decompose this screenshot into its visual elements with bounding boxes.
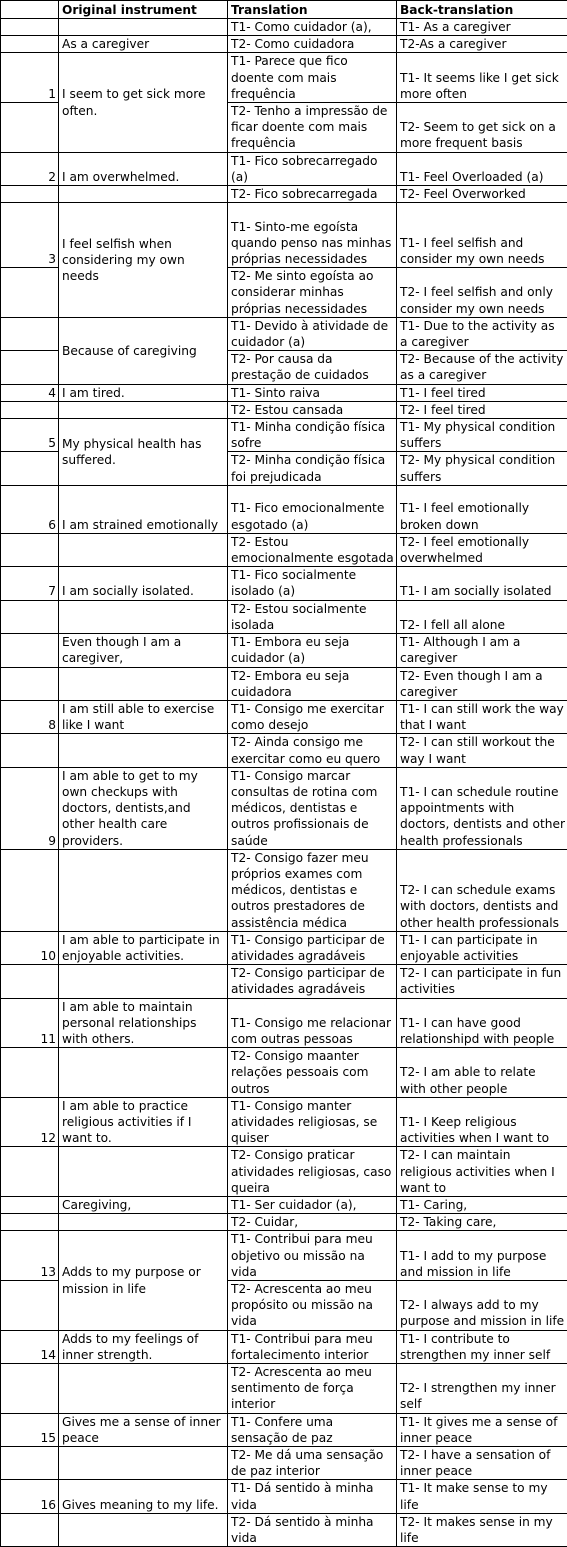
- translation-cell: T2- Cuidar,: [228, 1214, 397, 1231]
- item-number: 9: [1, 767, 59, 849]
- item-number: 14: [1, 1330, 59, 1363]
- item-number: [1, 600, 59, 633]
- back-translation-cell: T1- I feel emotionally broken down: [397, 485, 567, 533]
- header-original-instrument: Original instrument: [59, 1, 228, 19]
- table-row: [1, 1513, 567, 1546]
- item-number: 10: [1, 931, 59, 964]
- table-row: [1, 700, 567, 733]
- back-translation-cell: T2- I have a sensation of inner peace: [397, 1447, 567, 1480]
- original-instrument-cell: [59, 1214, 228, 1231]
- item-number: [1, 634, 59, 667]
- table-row: [1, 567, 567, 600]
- original-instrument-cell: I am able to get to my own checkups with doctors, dentists,and other health care providers.: [59, 767, 228, 849]
- table-row: [1, 1447, 567, 1480]
- item-number: [1, 1214, 59, 1231]
- translation-cell: T2- Acrescenta ao meu propósito ou missão na vida: [228, 1281, 397, 1331]
- table-row: [1, 1197, 567, 1214]
- translation-cell: T2- Acrescenta ao meu sentimento de força interior: [228, 1364, 397, 1414]
- original-instrument-cell: Adds to my purpose or mission in life: [59, 1231, 228, 1330]
- item-number: [1, 19, 59, 36]
- back-translation-cell: T2- I strengthen my inner self: [397, 1364, 567, 1414]
- back-translation-cell: T2- Because of the activity as a caregiver: [397, 351, 567, 384]
- table-row: [1, 1147, 567, 1197]
- table-row: [1, 53, 567, 103]
- back-translation-cell: T2- I always add to my purpose and mission in life: [397, 1281, 567, 1331]
- back-translation-cell: T2-As a caregiver: [397, 36, 567, 53]
- item-number: [1, 533, 59, 566]
- table-row: [1, 1413, 567, 1446]
- table-row: [1, 734, 567, 767]
- back-translation-cell: T2- I can participate in fun activities: [397, 965, 567, 998]
- back-translation-cell: T2- I can still workout the way I want: [397, 734, 567, 767]
- translation-cell: T2- Tenho a impressão de ficar doente com mais frequência: [228, 103, 397, 153]
- item-number: [1, 1281, 59, 1331]
- table-row: [1, 186, 567, 203]
- translation-cell: T2- Me dá uma sensação de paz interior: [228, 1447, 397, 1480]
- table-row: [1, 203, 567, 268]
- item-number: 16: [1, 1480, 59, 1513]
- table-row: [1, 384, 567, 401]
- item-number: [1, 1513, 59, 1546]
- original-instrument-cell: Even though I am a caregiver,: [59, 634, 228, 667]
- header-translation: Translation: [228, 1, 397, 19]
- translation-cell: T1- Contribui para meu fortalecimento interior: [228, 1330, 397, 1363]
- back-translation-cell: T2- I feel tired: [397, 401, 567, 418]
- item-number: 5: [1, 419, 59, 452]
- translation-cell: T1- Minha condição física sofre: [228, 419, 397, 452]
- back-translation-cell: T2- Even though I am a caregiver: [397, 667, 567, 700]
- table-row: [1, 767, 567, 849]
- header-row: [1, 1, 567, 19]
- translation-cell: T1- Fico socialmente isolado (a): [228, 567, 397, 600]
- table-row: [1, 965, 567, 998]
- item-number: 6: [1, 485, 59, 533]
- item-number: [1, 1447, 59, 1480]
- back-translation-cell: T2- I feel selfish and only consider my own needs: [397, 268, 567, 318]
- original-instrument-cell: I am able to maintain personal relationships with others.: [59, 998, 228, 1048]
- item-number: 2: [1, 152, 59, 185]
- item-number: 1: [1, 53, 59, 103]
- table-row: [1, 849, 567, 931]
- original-instrument-cell: I am able to practice religious activities if I want to.: [59, 1097, 228, 1147]
- original-instrument-cell: I seem to get sick more often.: [59, 53, 228, 152]
- translation-cell: T2- Estou emocionalmente esgotada: [228, 533, 397, 566]
- translation-cell: T1- Confere uma sensação de paz: [228, 1413, 397, 1446]
- item-number: 15: [1, 1413, 59, 1446]
- translation-cell: T1- Fico emocionalmente esgotado (a): [228, 485, 397, 533]
- back-translation-cell: T2- I can maintain religious activities when I want to: [397, 1147, 567, 1197]
- back-translation-cell: T1- Due to the activity as a caregiver: [397, 317, 567, 350]
- original-instrument-cell: [59, 19, 228, 36]
- back-translation-cell: T1- Caring,: [397, 1197, 567, 1214]
- original-instrument-cell: I am overwhelmed.: [59, 152, 228, 185]
- table-row: [1, 1231, 567, 1281]
- translation-cell: T2- Me sinto egoísta ao considerar minhas próprias necessidades: [228, 268, 397, 318]
- item-number: 12: [1, 1097, 59, 1147]
- item-number: [1, 186, 59, 203]
- back-translation-cell: T1- I feel selfish and consider my own needs: [397, 203, 567, 268]
- table-row: [1, 1330, 567, 1363]
- translation-cell: T1- Parece que fico doente com mais frequência: [228, 53, 397, 103]
- original-instrument-cell: I am still able to exercise like I want: [59, 700, 228, 733]
- translation-cell: T2- Dá sentido à minha vida: [228, 1513, 397, 1546]
- item-number: [1, 452, 59, 485]
- original-instrument-cell: [59, 1147, 228, 1197]
- original-instrument-cell: Adds to my feelings of inner strength.: [59, 1330, 228, 1363]
- back-translation-cell: T1- I add to my purpose and mission in life: [397, 1231, 567, 1281]
- translation-cell: T2- Consigo maanter relações pessoais com outros: [228, 1048, 397, 1098]
- original-instrument-cell: As a caregiver: [59, 36, 228, 53]
- original-instrument-cell: [59, 600, 228, 633]
- translation-cell: T1- Contribui para meu objetivo ou missão na vida: [228, 1231, 397, 1281]
- table-row: [1, 1214, 567, 1231]
- original-instrument-cell: My physical health has suffered.: [59, 419, 228, 486]
- table-row: [1, 931, 567, 964]
- item-number: [1, 1364, 59, 1414]
- original-instrument-cell: [59, 734, 228, 767]
- item-number: [1, 1197, 59, 1214]
- back-translation-cell: T1- Feel Overloaded (a): [397, 152, 567, 185]
- back-translation-cell: T2- I can schedule exams with doctors, dentists and other health professionals: [397, 849, 567, 931]
- back-translation-cell: T1- I am socially isolated: [397, 567, 567, 600]
- back-translation-cell: T1- I can have good relationshipd with people: [397, 998, 567, 1048]
- translation-cell: T1- Consigo me exercitar como desejo: [228, 700, 397, 733]
- table-row: [1, 419, 567, 452]
- back-translation-cell: T1- It seems like I get sick more often: [397, 53, 567, 103]
- table-row: [1, 667, 567, 700]
- item-number: [1, 103, 59, 153]
- translation-cell: T2- Ainda consigo me exercitar como eu quero: [228, 734, 397, 767]
- translation-cell: T2- Estou socialmente isolada: [228, 600, 397, 633]
- translation-cell: T2- Consigo praticar atividades religiosas, caso queira: [228, 1147, 397, 1197]
- original-instrument-cell: [59, 1513, 228, 1546]
- table-row: [1, 485, 567, 533]
- back-translation-cell: T2- Taking care,: [397, 1214, 567, 1231]
- translation-cell: T1- Fico sobrecarregado (a): [228, 152, 397, 185]
- original-instrument-cell: I feel selfish when considering my own needs: [59, 203, 228, 318]
- original-instrument-cell: [59, 186, 228, 203]
- item-number: [1, 849, 59, 931]
- original-instrument-cell: I am able to participate in enjoyable activities.: [59, 931, 228, 964]
- table-row: [1, 634, 567, 667]
- translation-cell: T2- Como cuidadora: [228, 36, 397, 53]
- original-instrument-cell: [59, 849, 228, 931]
- item-number: 7: [1, 567, 59, 600]
- original-instrument-cell: [59, 667, 228, 700]
- item-number: [1, 317, 59, 350]
- original-instrument-cell: [59, 1364, 228, 1414]
- item-number: [1, 401, 59, 418]
- item-number: [1, 734, 59, 767]
- back-translation-cell: T2- It makes sense in my life: [397, 1513, 567, 1546]
- item-number: 4: [1, 384, 59, 401]
- translation-cell: T2- Minha condição física foi prejudicada: [228, 452, 397, 485]
- back-translation-cell: T1- I can schedule routine appointments with doctors, dentists and other health professionals: [397, 767, 567, 849]
- translation-cell: T2- Estou cansada: [228, 401, 397, 418]
- back-translation-cell: T1- I contribute to strengthen my inner self: [397, 1330, 567, 1363]
- table-row: [1, 401, 567, 418]
- original-instrument-cell: I am socially isolated.: [59, 567, 228, 600]
- table-row: [1, 152, 567, 185]
- table-row: [1, 317, 567, 350]
- translation-cell: T1- Embora eu seja cuidador (a): [228, 634, 397, 667]
- back-translation-cell: T1- Although I am a caregiver: [397, 634, 567, 667]
- item-number: [1, 667, 59, 700]
- back-translation-cell: T1- It make sense to my life: [397, 1480, 567, 1513]
- original-instrument-cell: Gives meaning to my life.: [59, 1480, 228, 1513]
- translation-cell: T2- Embora eu seja cuidadora: [228, 667, 397, 700]
- translation-cell: T2- Consigo participar de atividades agradáveis: [228, 965, 397, 998]
- header-back-translation: Back-translation: [397, 1, 567, 19]
- item-number: 11: [1, 998, 59, 1048]
- translation-cell: T1- Devido à atividade de cuidador (a): [228, 317, 397, 350]
- original-instrument-cell: [59, 401, 228, 418]
- translation-cell: T1- Sinto-me egoísta quando penso nas minhas próprias necessidades: [228, 203, 397, 268]
- table-row: [1, 998, 567, 1048]
- translation-cell: T1- Consigo me relacionar com outras pessoas: [228, 998, 397, 1048]
- translation-cell: T1- Como cuidador (a),: [228, 19, 397, 36]
- original-instrument-cell: Gives me a sense of inner peace: [59, 1413, 228, 1446]
- translation-cell: T1- Ser cuidador (a),: [228, 1197, 397, 1214]
- translation-cell: T2- Por causa da prestação de cuidados: [228, 351, 397, 384]
- back-translation-cell: T2- I fell all alone: [397, 600, 567, 633]
- item-number: [1, 268, 59, 318]
- back-translation-cell: T2- My physical condition suffers: [397, 452, 567, 485]
- original-instrument-cell: I am tired.: [59, 384, 228, 401]
- translation-cell: T1- Dá sentido à minha vida: [228, 1480, 397, 1513]
- translation-cell: T2- Consigo fazer meu próprios exames com médicos, dentistas e outros prestadores de assistência médica: [228, 849, 397, 931]
- table-row: [1, 1097, 567, 1147]
- original-instrument-cell: [59, 533, 228, 566]
- translation-cell: T2- Fico sobrecarregada: [228, 186, 397, 203]
- item-number: [1, 1048, 59, 1098]
- table-row: [1, 1048, 567, 1098]
- back-translation-cell: T1- I can still work the way that I want: [397, 700, 567, 733]
- item-number: 3: [1, 203, 59, 268]
- item-number: [1, 351, 59, 384]
- back-translation-cell: T2- Feel Overworked: [397, 186, 567, 203]
- table-row: [1, 19, 567, 36]
- back-translation-cell: T1- I Keep religious activities when I want to: [397, 1097, 567, 1147]
- original-instrument-cell: [59, 1048, 228, 1098]
- header-number: [1, 1, 59, 19]
- table-row: [1, 1364, 567, 1414]
- back-translation-cell: T2- I feel emotionally overwhelmed: [397, 533, 567, 566]
- back-translation-cell: T1- As a caregiver: [397, 19, 567, 36]
- original-instrument-cell: [59, 1447, 228, 1480]
- table-row: [1, 533, 567, 566]
- back-translation-cell: T2- I am able to relate with other people: [397, 1048, 567, 1098]
- item-number: [1, 36, 59, 53]
- back-translation-cell: T2- Seem to get sick on a more frequent basis: [397, 103, 567, 153]
- table-row: [1, 1480, 567, 1513]
- back-translation-cell: T1- I can participate in enjoyable activities: [397, 931, 567, 964]
- item-number: 13: [1, 1231, 59, 1281]
- back-translation-cell: T1- I feel tired: [397, 384, 567, 401]
- original-instrument-cell: Caregiving,: [59, 1197, 228, 1214]
- back-translation-cell: T1- It gives me a sense of inner peace: [397, 1413, 567, 1446]
- translation-cell: T1- Sinto raiva: [228, 384, 397, 401]
- table-row: [1, 600, 567, 633]
- item-number: [1, 1147, 59, 1197]
- item-number: [1, 965, 59, 998]
- translation-cell: T1- Consigo participar de atividades agradáveis: [228, 931, 397, 964]
- back-translation-cell: T1- My physical condition suffers: [397, 419, 567, 452]
- table-body: [1, 19, 567, 1547]
- original-instrument-cell: [59, 965, 228, 998]
- table-row: [1, 36, 567, 53]
- translation-cell: T1- Consigo manter atividades religiosas, se quiser: [228, 1097, 397, 1147]
- original-instrument-cell: I am strained emotionally: [59, 485, 228, 533]
- translation-cell: T1- Consigo marcar consultas de rotina com médicos, dentistas e outros profissionais de saúde: [228, 767, 397, 849]
- original-instrument-cell: Because of caregiving: [59, 317, 228, 384]
- item-number: 8: [1, 700, 59, 733]
